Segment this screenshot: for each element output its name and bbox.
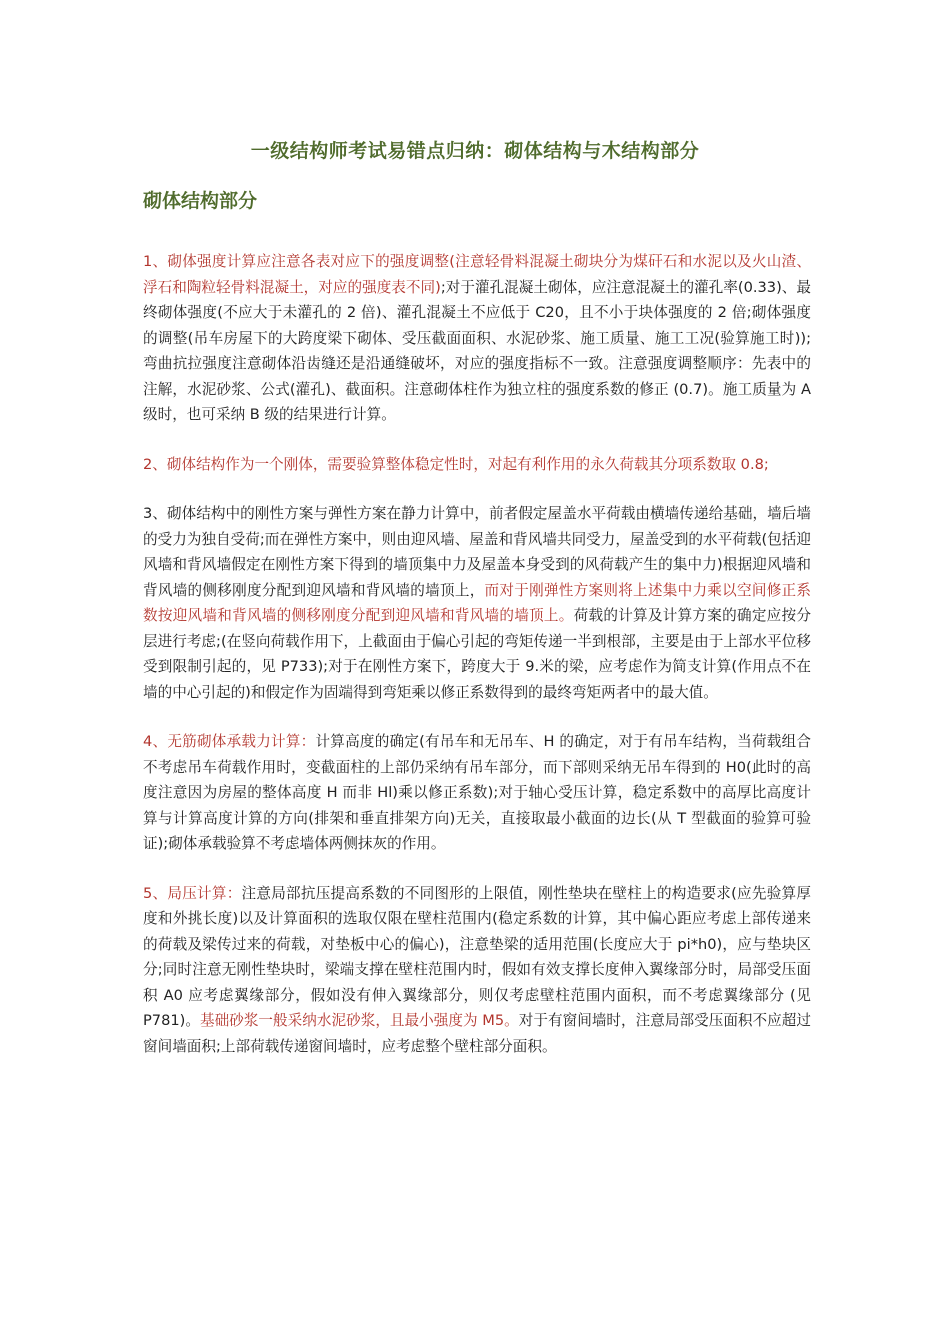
section-heading: 砌体结构部分 bbox=[143, 190, 258, 212]
paragraph-3-text-a: 3、砌体结构中的刚性方案与弹性方案在静力计算中，前者假定屋盖水平荷载由横墙传递给基础，墙后墙的受力为独自受荷;而在弹性方案中，则由迎风墙、屋盖和背风墙共同受力，屋盖受到的水平荷载(包括迎风墙和背风墙假定在刚性方案下得到的墙顶集中力及屋盖本身受到的风荷载产生的集中力)根据迎风墙和背风墙的侧移刚度分配到迎风墙和背风墙的墙顶上， bbox=[143, 505, 811, 599]
paragraph-5-text-a: 注意局部抗压提高系数的不同图形的上限值，刚性垫块在壁柱上的构造要求(应先验算厚度和外挑长度)以及计算面积的选取仅限在壁柱范围内(稳定系数的计算，其中偏心距应考虑上部传递来的荷载及梁传过来的荷载，对垫板中心的偏心)，注意垫梁的适用范围(长度应大于 pi*h0)，应与垫块区分;同时注意无刚性垫块时，梁端支撑在壁柱范围内时，假如有效支撑长度伸入翼缘部分时，局部受压面积 A0 应考虑翼缘部分，假如没有伸入翼缘部分，则仅考虑壁柱范围内面积，而不考虑翼缘部分 (见 P781)。 bbox=[143, 884, 811, 1029]
paragraph-1-highlight: 1、砌体强度计算应注意各表对应下的强度调整(注意轻骨料混凝土砌块分为煤矸石和水泥以及火山渣、浮石和陶粒轻骨料混凝土，对应的强度表不同) bbox=[143, 253, 811, 296]
paragraph-5-text-b: 对于有窗间墙时，注意局部受压面积不应超过窗间墙面积;上部荷载传递窗间墙时，应考虑整个壁柱部分面积。 bbox=[143, 1012, 811, 1055]
paragraph-3 bbox=[143, 501, 811, 705]
paragraph-2-highlight: 2、砌体结构作为一个刚体，需要验算整体稳定性时，对起有利作用的永久荷载其分项系数取 0.8; bbox=[143, 455, 769, 473]
paragraph-3-text-b: 荷载的计算及计算方案的确定应按分层进行考虑;(在竖向荷载作用下，上截面由于偏心引起的弯矩传递一半到根部，主要是由于上部水平位移受到限制引起的，见 P733);对于在刚性方案下，跨度大于 9.米的梁，应考虑作为简支计算(作用点不在墙的中心引起的)和假定作为固端得到弯矩乘以修正系数得到的最终弯矩两者中的最大值。 bbox=[143, 607, 811, 701]
document-body bbox=[143, 249, 811, 1083]
paragraph-5-highlight: 基础砂浆一般采纳水泥砂浆，且最小强度为 M5。 bbox=[199, 1012, 519, 1029]
paragraph-5-label: 5、局压计算： bbox=[143, 884, 242, 902]
paragraph-1 bbox=[143, 249, 811, 428]
paragraph-4-label: 4、无筋砌体承载力计算： bbox=[143, 733, 316, 750]
document-title: 一级结构师考试易错点归纳：砌体结构与木结构部分 bbox=[250, 140, 700, 162]
paragraph-4-text: 计算高度的确定(有吊车和无吊车、H 的确定，对于有吊车结构，当荷载组合不考虑吊车荷载作用时，变截面柱的上部仍采纳有吊车部分，而下部则采纳无吊车得到的 H0(此时的高度注意因为房屋的整体高度 H 而非 Hl)乘以修正系数);对于轴心受压计算，稳定系数中的高厚比高度计算与计算高度计算的方向(排架和垂直排架方向)无关，直接取最小截面的边长(从 T 型截面的验算可验证);砌体承载验算不考虑墙体两侧抹灰的作用。 bbox=[143, 733, 811, 852]
paragraph-4 bbox=[143, 729, 811, 857]
paragraph-3-highlight: 而对于刚弹性方案则将上述集中力乘以空间修正系数按迎风墙和背风墙的侧移刚度分配到迎风墙和背风墙的墙顶上。 bbox=[143, 581, 811, 624]
paragraph-5 bbox=[143, 881, 811, 1060]
paragraph-1-text: ;对于灌孔混凝土砌体，应注意混凝土的灌孔率(0.33)、最终砌体强度(不应大于未灌孔的 2 倍)、灌孔混凝土不应低于 C20，且不小于块体强度的 2 倍;砌体强度的调整(吊车房屋下的大跨度梁下砌体、受压截面面积、水泥砂浆、施工质量、施工工况(验算施工时));弯曲抗拉强度注意砌体沿齿缝还是沿通缝破坏，对应的强度指标不一致。注意强度调整顺序：先表中的注解，水泥砂浆、公式(灌孔)、截面积。注意砌体柱作为独立柱的强度系数的修正 (0.7)。施工质量为 A 级时，也可采纳 B 级的结果进行计算。 bbox=[143, 278, 811, 423]
paragraph-2 bbox=[143, 452, 811, 478]
